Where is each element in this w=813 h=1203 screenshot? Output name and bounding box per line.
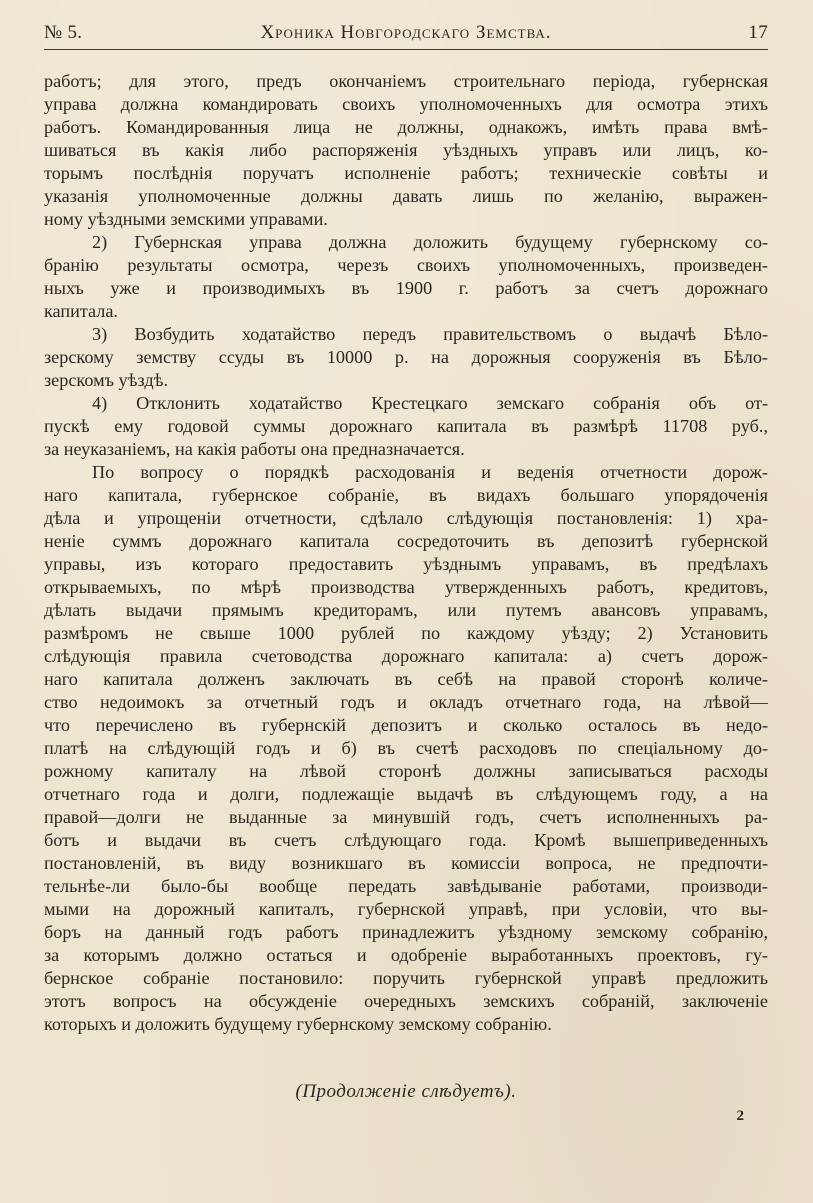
text-line: управа должна командировать своихъ уполномоченныхъ для осмотра этихъ: [44, 94, 768, 114]
text-line: открываемыхъ, по мѣрѣ производства утвержденныхъ работъ, кредитовъ,: [44, 577, 768, 597]
header-rule: [44, 49, 768, 50]
text-line: 4) Отклонить ходатайство Крестецкаго земскаго собранія объ от-: [92, 393, 768, 413]
text-line: боръ на данный годъ работъ принадлежитъ уѣздному земскому собранію,: [44, 922, 768, 942]
text-line: тельнѣе-ли было-бы вообще передать завѣдываніе работами, производи-: [44, 876, 768, 896]
page-number: 17: [748, 22, 768, 43]
text-line: пускѣ ему годовой суммы дорожнаго капитала въ размѣрѣ 11708 руб.,: [44, 416, 768, 436]
text-line: слѣдующія правила счетоводства дорожнаго капитала: а) счетъ дорож-: [44, 646, 768, 666]
text-line: работъ; для этого, предъ окончаніемъ строительнаго періода, губернская: [44, 71, 768, 91]
text-line: за неуказаніемъ, на какія работы она предназначается.: [44, 439, 465, 459]
text-line: этотъ вопросъ на обсужденіе очередныхъ земскихъ собраній, заключеніе: [44, 991, 768, 1011]
text-line: капитала.: [44, 301, 118, 321]
text-line: что перечислено въ губернскій депозитъ и сколько осталось въ недо-: [44, 715, 768, 735]
text-line: управы, изъ котораго предоставить уѣзднымъ управамъ, въ предѣлахъ: [44, 554, 768, 574]
issue-number: № 5.: [44, 22, 83, 43]
continued-note: (Продолженіе слѣдуетъ).: [295, 1081, 517, 1102]
text-line: 2) Губернская управа должна доложить будущему губернскому со-: [92, 232, 768, 252]
text-line: платѣ на слѣдующій годъ и б) въ счетѣ расходовъ по спеціальному до-: [44, 738, 768, 758]
text-line: шиваться въ какія либо распоряженія уѣздныхъ управъ или лицъ, ко-: [44, 140, 768, 160]
page-header: [44, 18, 768, 52]
text-line: отчетнаго года и долги, подлежащіе выдачѣ въ слѣдующемъ году, а на: [44, 784, 768, 804]
text-line: торымъ послѣднія поручатъ исполненіе работъ; техническіе совѣты и: [44, 163, 768, 183]
text-line: ному уѣздными земскими управами.: [44, 209, 328, 229]
text-line: рожному капиталу на лѣвой сторонѣ должны записываться расходы: [44, 761, 768, 781]
text-line: зерскому земству ссуды въ 10000 р. на дорожныя сооруженія въ Бѣло-: [44, 347, 768, 367]
text-line: ботъ и выдачи въ счетъ слѣдующаго года. Кромѣ вышеприведенныхъ: [44, 830, 768, 850]
text-line: за которымъ должно остаться и одобреніе выработанныхъ проектовъ, гу-: [44, 945, 768, 965]
signature-mark: 2: [736, 1108, 744, 1124]
journal-title: Хроника Новгородскаго Земства.: [260, 22, 552, 43]
text-line: наго капитала, губернское собраніе, въ видахъ большаго упорядоченія: [44, 485, 768, 505]
text-line: бранію результаты осмотра, черезъ своихъ уполномоченныхъ, произведен-: [44, 255, 768, 275]
text-line: постановленій, въ виду возникшаго въ комиссіи вопроса, не предпочти-: [44, 853, 768, 873]
text-line: размѣромъ не свыше 1000 рублей по каждому уѣзду; 2) Установить: [44, 623, 768, 643]
text-line: указанія уполномоченные должны давать лишь по желанію, выражен-: [44, 186, 768, 206]
text-line: которыхъ и доложить будущему губернскому земскому собранію.: [44, 1014, 552, 1034]
text-line: зерскомъ уѣздѣ.: [44, 370, 169, 390]
text-line: дѣла и упрощеніи отчетности, сдѣлало слѣдующія постановленія: 1) хра-: [44, 508, 768, 528]
text-line: правой—долги не выданные за минувшій годъ, счетъ исполненныхъ ра-: [44, 807, 768, 827]
text-line: наго капитала долженъ заключать въ себѣ на правой сторонѣ количе-: [44, 669, 768, 689]
text-line: мыми на дорожный капиталъ, губернской управѣ, при условіи, что вы-: [44, 899, 768, 919]
text-line: бернское собраніе постановило: поручить губернской управѣ предложить: [44, 968, 768, 988]
text-line: ныхъ уже и производимыхъ въ 1900 г. работъ за счетъ дорожнаго: [44, 278, 768, 298]
text-line: По вопросу о порядкѣ расходованія и веденія отчетности дорож-: [92, 462, 768, 482]
text-line: работъ. Командированныя лица не должны, однакожъ, имѣть права вмѣ-: [44, 117, 768, 137]
text-line: ство недоимокъ за отчетный годъ и окладъ отчетнаго года, на лѣвой—: [44, 692, 768, 712]
article-body: [44, 70, 768, 1036]
text-line: дѣлать выдачи прямымъ кредиторамъ, или путемъ авансовъ управамъ,: [44, 600, 768, 620]
text-line: неніе суммъ дорожнаго капитала сосредоточить въ депозитѣ губернской: [44, 531, 768, 551]
text-line: 3) Возбудить ходатайство передъ правительствомъ о выдачѣ Бѣло-: [92, 324, 768, 344]
